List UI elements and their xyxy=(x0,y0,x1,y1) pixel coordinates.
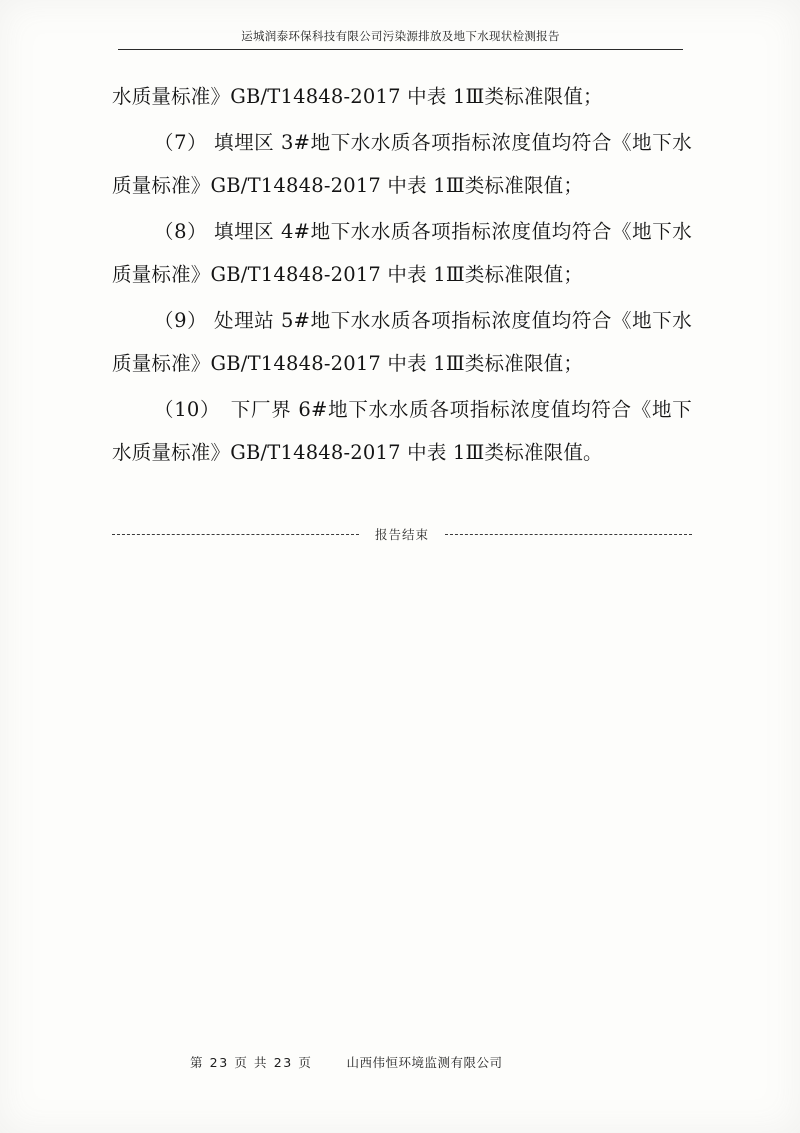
end-of-report-label: 报告结束 xyxy=(375,527,430,542)
paragraph-item-7: （7） 填埋区 3#地下水水质各项指标浓度值均符合《地下水质量标准》GB/T14848-2017 中表 1Ⅲ类标准限值； xyxy=(112,131,692,197)
header-title: 运城润泰环保科技有限公司污染源排放及地下水现状检测报告 xyxy=(241,29,560,43)
paragraph-item-10: （10） 下厂界 6#地下水水质各项指标浓度值均符合《地下水质量标准》GB/T14848-2017 中表 1Ⅲ类标准限值。 xyxy=(112,398,692,464)
page-footer xyxy=(190,1053,660,1071)
header-divider xyxy=(118,49,683,50)
paragraph-item-8: （8） 填埋区 4#地下水水质各项指标浓度值均符合《地下水质量标准》GB/T14848-2017 中表 1Ⅲ类标准限值； xyxy=(112,220,692,286)
footer-page-number: 第 23 页 共 23 页 xyxy=(190,1055,313,1070)
dashed-line-left xyxy=(112,534,359,535)
footer-company-name: 山西伟恒环境监测有限公司 xyxy=(346,1055,503,1070)
paragraph-item-9: （9） 处理站 5#地下水水质各项指标浓度值均符合《地下水质量标准》GB/T14848-2017 中表 1Ⅲ类标准限值； xyxy=(112,309,692,375)
paragraph-continuation: 水质量标准》GB/T14848-2017 中表 1Ⅲ类标准限值； xyxy=(112,85,603,108)
page-header xyxy=(118,28,683,50)
document-body xyxy=(112,75,692,477)
end-of-report-marker xyxy=(112,525,692,543)
dashed-line-right xyxy=(445,534,692,535)
